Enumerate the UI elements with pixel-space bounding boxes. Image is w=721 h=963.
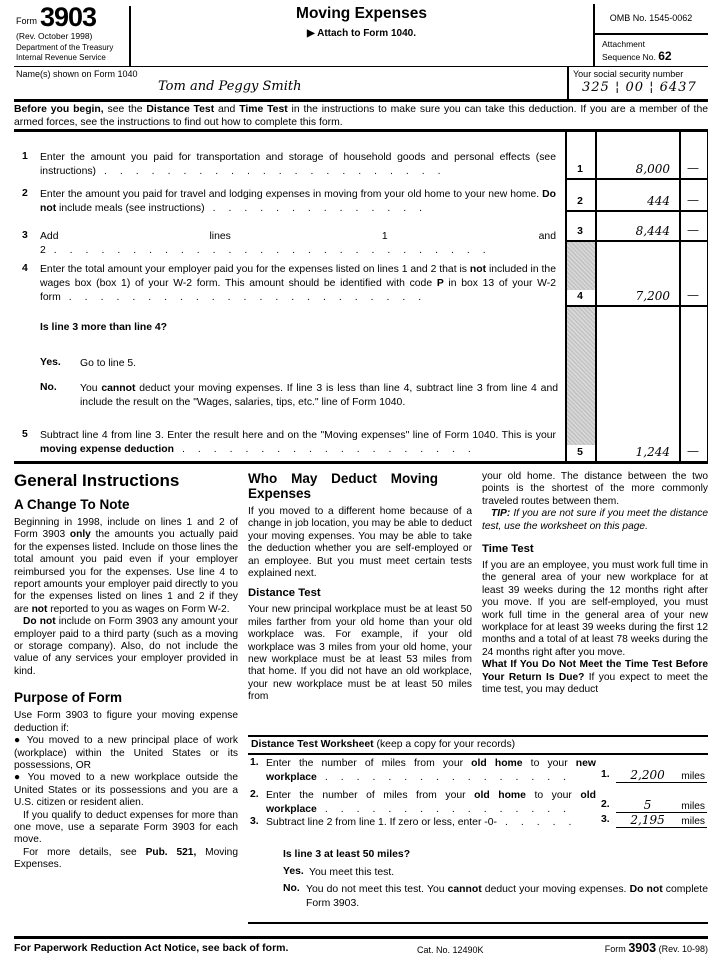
- ws-item2-number: 2.: [250, 789, 259, 800]
- paperwork-notice: For Paperwork Reduction Act Notice, see back of form.: [14, 942, 289, 954]
- no-text: You cannot deduct your moving expenses. If line 3 is less than line 4, subtract line 3 from line 4 and include the result on the "Wages, salaries, tips, etc." line of Form 1040.: [80, 383, 558, 408]
- form-title: Moving Expenses: [296, 5, 427, 22]
- line1-number: 1: [22, 151, 28, 162]
- grid-row1-rule: [565, 178, 708, 180]
- purpose-bullet-1: ● You moved to a new principal place of work (workplace) within the United States or its possessions, OR: [14, 735, 238, 771]
- footer-form-number: 3903: [628, 941, 657, 955]
- time-paragraph-2: What If You Do Not Meet the Time Test Before Your Return Is Due? If you expect to meet the time test, you may deduct: [482, 659, 708, 696]
- form-revision: (Rev. October 1998): [16, 31, 93, 41]
- line1-cents[interactable]: —: [687, 161, 699, 175]
- irs-label: Internal Revenue Service: [16, 53, 106, 62]
- shaded-cell-line5: [567, 307, 595, 445]
- ws-item2-value[interactable]: 5: [643, 798, 652, 812]
- sequence-number: 62: [658, 49, 672, 63]
- ws-item1-entry[interactable]: [616, 765, 707, 783]
- ssn-value[interactable]: 325 ¦ 00 ¦ 6437: [582, 80, 697, 95]
- line4-amount[interactable]: 7,200: [635, 289, 670, 303]
- footer-form-id: Form 3903 (Rev. 10-98): [604, 941, 708, 955]
- grid-vline-label: [595, 131, 597, 462]
- yes-text: Go to line 5.: [80, 358, 137, 369]
- worksheet-bottom-rule: [248, 922, 708, 924]
- form-number: 3903: [40, 2, 97, 32]
- line3-amount[interactable]: 8,444: [635, 224, 670, 238]
- shaded-cell-line4: [567, 242, 595, 290]
- attach-note: ▶ Attach to Form 1040.: [306, 28, 417, 39]
- ws-item3-ref: 3.: [601, 814, 610, 825]
- box-label-4: 4: [577, 291, 583, 302]
- ws-item2-unit: miles: [681, 801, 705, 812]
- line2-number: 2: [22, 188, 28, 199]
- line3-text: Add lines 1 and 2 ............................: [40, 231, 556, 256]
- name-value[interactable]: Tom and Peggy Smith: [158, 79, 302, 94]
- tip-paragraph: TIP: If you are not sure if you meet the distance test, use the worksheet on this page.: [482, 508, 708, 532]
- worksheet-title-rule: [248, 753, 708, 755]
- ws-question: Is line 3 at least 50 miles?: [283, 849, 411, 860]
- change-to-note-heading: A Change To Note: [14, 497, 130, 512]
- instructions-col1: [14, 471, 238, 872]
- thick-rule-top: [14, 99, 708, 102]
- yes-label: Yes.: [40, 357, 61, 368]
- grid-row2-rule: [565, 210, 708, 212]
- dept-treasury: Department of the Treasury: [16, 43, 114, 52]
- instructions-col2: [248, 471, 472, 704]
- ws-item1-value[interactable]: 2,200: [630, 768, 665, 782]
- ssn-label: Your social security number: [573, 69, 684, 79]
- line5-number: 5: [22, 429, 28, 440]
- change-paragraph-2: Do not include on Form 3903 any amount your employer paid to a third party (such as a moving or storage company). Also, do not include the value of any services your employer provided in kind.: [14, 616, 238, 677]
- form-word: Form: [16, 16, 37, 26]
- distance-test-heading: Distance Test: [248, 587, 321, 600]
- footer-rule: [14, 936, 708, 939]
- box-label-5: 5: [577, 447, 583, 458]
- name-row-rule: [14, 66, 708, 67]
- ws-item2-text: Enter the number of miles from your old home to your old workplace ................: [266, 790, 596, 815]
- thick-rule-begin: [14, 129, 708, 132]
- line3-number: 3: [22, 230, 28, 241]
- ws-item2-ref: 2.: [601, 799, 610, 810]
- ws-yes-label: Yes.: [283, 866, 304, 877]
- line4-number: 4: [22, 263, 28, 274]
- ws-item1-ref: 1.: [601, 769, 610, 780]
- instructions-col3: [482, 471, 708, 697]
- ws-item1-text: Enter the number of miles from your old home to your new workplace ................: [266, 758, 596, 783]
- ws-item3-number: 3.: [250, 816, 259, 827]
- purpose-bullet-2: ● You moved to a new workplace outside the United States or its possessions and you are a U.S. citizen or resident alien.: [14, 772, 238, 809]
- who-may-deduct-heading: Who May Deduct Moving Expenses: [248, 471, 438, 501]
- name-label: Name(s) shown on Form 1040: [16, 69, 138, 79]
- change-paragraph-1: Beginning in 1998, include on lines 1 and 2 of Form 3903 only the amounts you actually paid for the expenses listed. Include on those lines the total amount you paid even if your employer reimbursed you for the expenses. Use line 4 to report amounts your employer paid directly to you for the expenses listed on lines 1 and 2 if they are not reported to you as wages on Form W-2.: [14, 517, 238, 615]
- line2-amount[interactable]: 444: [647, 194, 670, 208]
- sequence-label: Sequence No. 62: [602, 49, 672, 63]
- line5-amount[interactable]: 1,244: [635, 445, 670, 459]
- ws-item3-unit: miles: [681, 816, 705, 827]
- purpose-intro: Use Form 3903 to figure your moving expense deduction if:: [14, 710, 238, 734]
- worksheet-title: Distance Test Worksheet (keep a copy for your records): [251, 739, 516, 750]
- ws-yes-text: You meet this test.: [309, 867, 395, 878]
- ws-item1-unit: miles: [681, 771, 705, 782]
- purpose-paragraph-2: If you qualify to deduct expenses for more than one move, use a separate Form 3903 for each move.: [14, 809, 238, 846]
- box-label-2: 2: [577, 196, 583, 207]
- omb-box-rule: [593, 33, 708, 35]
- distance-paragraph-2: your old home. The distance between the two points is the shortest of the more commonly traveled routes between them.: [482, 471, 708, 507]
- line1-amount[interactable]: 8,000: [635, 162, 670, 176]
- thick-rule-midpage: [14, 461, 708, 464]
- purpose-of-form-heading: Purpose of Form: [14, 690, 123, 706]
- time-paragraph-1: If you are an employee, you must work full time in the general area of your new workplace for at least 39 weeks during the 12 months right after you move. If you are self-employed, you must work full time in the general area of your new workplace for at least 39 weeks during the first 12 months and a total of at least 78 weeks during the 24 months right after you move.: [482, 560, 708, 658]
- line4-question: Is line 3 more than line 4?: [40, 322, 168, 333]
- catalog-number: Cat. No. 12490K: [417, 945, 484, 955]
- who-paragraph: If you moved to a different home because of a change in job location, you may be able to deduct your moving expenses. You may be able to take the deduction whether you are self-employed or an employee. But you must meet certain tests explained next.: [248, 506, 472, 580]
- box-label-3: 3: [577, 226, 583, 237]
- omb-number: OMB No. 1545-0062: [609, 13, 693, 23]
- attachment-label: Attachment: [602, 39, 645, 49]
- ws-item3-entry[interactable]: [616, 810, 707, 828]
- purpose-paragraph-3: For more details, see Pub. 521, Moving Expenses.: [14, 846, 238, 871]
- line2-cents[interactable]: —: [687, 193, 699, 207]
- attach-arrow-icon: ▶: [306, 28, 315, 39]
- ws-item3-text: Subtract line 2 from line 1. If zero or less, enter -0- .....: [266, 817, 585, 828]
- line3-cents[interactable]: —: [687, 223, 699, 237]
- no-label: No.: [40, 382, 57, 393]
- line5-text: Subtract line 4 from line 3. Enter the result here and on the "Moving expenses" line of Form 1040. This is your moving expense deduction ...................: [40, 430, 556, 455]
- box-label-1: 1: [577, 164, 583, 175]
- time-test-heading: Time Test: [482, 543, 534, 556]
- line2-text: Enter the amount you paid for travel and lodging expenses in moving from your old home to your new home. Do not include meals (see instructions) ..............: [40, 189, 556, 214]
- line4-cents[interactable]: —: [687, 288, 699, 302]
- worksheet-top-rule: [248, 735, 708, 737]
- ws-no-label: No.: [283, 883, 300, 894]
- ssn-box-divider: [567, 66, 569, 100]
- distance-paragraph-1: Your new principal workplace must be at least 50 miles farther from your old home than your old workplace was. For example, if your old workplace was 3 miles from your old home, your new workplace must be at least 53 miles from that home. If you did not have an old workplace, your new workplace must be at least 50 miles from: [248, 604, 472, 703]
- general-instructions-heading: General Instructions: [14, 471, 180, 490]
- ws-item1-number: 1.: [250, 757, 259, 768]
- before-you-begin: Before you begin, see the Distance Test and Time Test in the instructions to make sure you can take this deduction. If you are a member of the armed forces, see the instructions to find out how to complete this form.: [14, 104, 708, 128]
- line1-text: Enter the amount you paid for transportation and storage of household goods and personal effects (see instructions) ......................: [40, 152, 556, 177]
- ws-no-text: You do not meet this test. You cannot deduct your moving expenses. Do not complete Form 3903.: [306, 884, 708, 909]
- ws-item3-value[interactable]: 2,195: [630, 813, 665, 827]
- line4-text: Enter the total amount your employer paid you for the expenses listed on lines 1 and 2 that is not included in the wages box (box 1) of your W-2 form. This amount should be identified with code P in box 13 of your W-2 form .......................: [40, 264, 556, 303]
- line5-cents[interactable]: —: [687, 444, 699, 458]
